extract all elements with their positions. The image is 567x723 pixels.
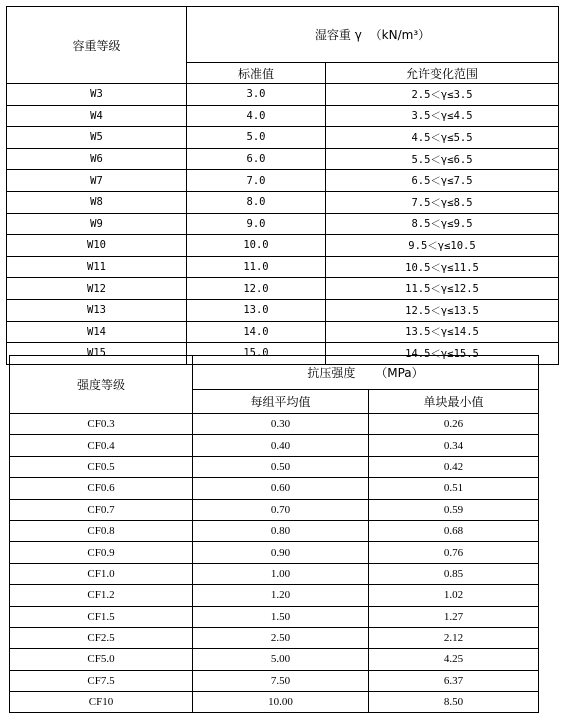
single-minimum-cell: 0.34	[369, 435, 539, 456]
standard-value-cell: 4.0	[187, 105, 326, 127]
single-minimum-cell: 1.27	[369, 606, 539, 627]
strength-grade-cell: CF2.5	[10, 627, 193, 648]
single-minimum-cell: 0.59	[369, 499, 539, 520]
table-row	[7, 105, 559, 127]
table-row	[10, 670, 539, 691]
density-grade-cell: W8	[7, 191, 187, 213]
allowed-range-cell: 7.5＜γ≤8.5	[326, 191, 559, 213]
table-row	[7, 213, 559, 235]
strength-grade-table	[9, 355, 539, 713]
table-row	[7, 191, 559, 213]
allowed-range-cell: 9.5＜γ≤10.5	[326, 235, 559, 257]
standard-value-cell: 6.0	[187, 148, 326, 170]
density-grade-cell: W5	[7, 127, 187, 149]
strength-grade-cell: CF0.7	[10, 499, 193, 520]
table-row	[10, 606, 539, 627]
single-minimum-cell: 0.26	[369, 414, 539, 435]
allowed-range-cell: 6.5＜γ≤7.5	[326, 170, 559, 192]
header-wet-density-label: 湿容重	[314, 28, 351, 42]
single-minimum-cell: 8.50	[369, 692, 539, 713]
strength-grade-cell: CF0.8	[10, 520, 193, 541]
group-average-cell: 7.50	[193, 670, 369, 691]
table-row	[7, 256, 559, 278]
group-average-cell: 0.80	[193, 520, 369, 541]
density-grade-cell: W4	[7, 105, 187, 127]
density-grade-cell: W3	[7, 84, 187, 106]
allowed-range-cell: 5.5＜γ≤6.5	[326, 148, 559, 170]
table-header-row	[7, 7, 559, 63]
density-grade-cell: W11	[7, 256, 187, 278]
group-average-cell: 2.50	[193, 627, 369, 648]
strength-grade-cell: CF0.4	[10, 435, 193, 456]
single-minimum-cell: 0.68	[369, 520, 539, 541]
table-header-row	[10, 356, 539, 390]
strength-grade-cell: CF0.3	[10, 414, 193, 435]
group-average-cell: 1.00	[193, 563, 369, 584]
standard-value-cell: 11.0	[187, 256, 326, 278]
single-minimum-cell: 0.51	[369, 478, 539, 499]
table-row	[10, 627, 539, 648]
allowed-range-cell: 8.5＜γ≤9.5	[326, 213, 559, 235]
group-average-cell: 1.20	[193, 585, 369, 606]
standard-value-cell: 5.0	[187, 127, 326, 149]
group-average-cell: 0.70	[193, 499, 369, 520]
table-row	[10, 692, 539, 713]
allowed-range-cell: 11.5＜γ≤12.5	[326, 278, 559, 300]
strength-grade-cell: CF0.5	[10, 456, 193, 477]
strength-grade-cell: CF1.2	[10, 585, 193, 606]
header-gamma-symbol: γ	[354, 28, 362, 42]
standard-value-cell: 3.0	[187, 84, 326, 106]
allowed-range-cell: 4.5＜γ≤5.5	[326, 127, 559, 149]
single-minimum-cell: 0.85	[369, 563, 539, 584]
header-compressive-strength-label: 抗压强度	[307, 366, 356, 380]
standard-value-cell: 8.0	[187, 191, 326, 213]
density-grade-cell: W12	[7, 278, 187, 300]
strength-grade-cell: CF0.6	[10, 478, 193, 499]
standard-value-cell: 10.0	[187, 235, 326, 257]
header-compressive-strength	[193, 356, 539, 390]
header-density-grade: 容重等级	[7, 7, 187, 84]
allowed-range-cell: 10.5＜γ≤11.5	[326, 256, 559, 278]
header-single-minimum: 单块最小值	[369, 390, 539, 414]
header-density-unit: （kN/m³）	[369, 28, 431, 42]
allowed-range-cell: 14.5＜γ≤15.5	[326, 343, 559, 365]
strength-grade-cell: CF7.5	[10, 670, 193, 691]
strength-grade-cell: CF5.0	[10, 649, 193, 670]
allowed-range-cell: 12.5＜γ≤13.5	[326, 299, 559, 321]
header-group-average: 每组平均值	[193, 390, 369, 414]
group-average-cell: 1.50	[193, 606, 369, 627]
allowed-range-cell: 13.5＜γ≤14.5	[326, 321, 559, 343]
density-grade-cell: W6	[7, 148, 187, 170]
header-wet-density	[187, 7, 559, 63]
density-grade-cell: W7	[7, 170, 187, 192]
single-minimum-cell: 4.25	[369, 649, 539, 670]
density-grade-cell: W15	[7, 343, 187, 365]
table-row	[7, 170, 559, 192]
table-row	[10, 478, 539, 499]
standard-value-cell: 14.0	[187, 321, 326, 343]
table-row	[7, 148, 559, 170]
density-grade-cell: W10	[7, 235, 187, 257]
allowed-range-cell: 3.5＜γ≤4.5	[326, 105, 559, 127]
standard-value-cell: 15.0	[187, 343, 326, 365]
density-grade-cell: W9	[7, 213, 187, 235]
header-strength-unit: （MPa）	[375, 366, 424, 380]
single-minimum-cell: 2.12	[369, 627, 539, 648]
table-row	[7, 84, 559, 106]
table-row	[10, 563, 539, 584]
strength-grade-cell: CF1.0	[10, 563, 193, 584]
table-row	[10, 435, 539, 456]
standard-value-cell: 9.0	[187, 213, 326, 235]
group-average-cell: 10.00	[193, 692, 369, 713]
single-minimum-cell: 0.76	[369, 542, 539, 563]
density-grade-cell: W14	[7, 321, 187, 343]
table-row	[10, 520, 539, 541]
table-row	[7, 127, 559, 149]
allowed-range-cell: 2.5＜γ≤3.5	[326, 84, 559, 106]
strength-grade-cell: CF10	[10, 692, 193, 713]
table-row	[7, 299, 559, 321]
density-grade-cell: W13	[7, 299, 187, 321]
header-strength-grade: 强度等级	[10, 356, 193, 414]
standard-value-cell: 13.0	[187, 299, 326, 321]
strength-grade-cell: CF0.9	[10, 542, 193, 563]
table-row	[7, 235, 559, 257]
group-average-cell: 0.30	[193, 414, 369, 435]
group-average-cell: 0.60	[193, 478, 369, 499]
strength-grade-cell: CF1.5	[10, 606, 193, 627]
standard-value-cell: 12.0	[187, 278, 326, 300]
single-minimum-cell: 0.42	[369, 456, 539, 477]
density-grade-table	[6, 6, 559, 365]
header-standard-value: 标准值	[187, 63, 326, 84]
group-average-cell: 5.00	[193, 649, 369, 670]
table-row	[10, 649, 539, 670]
table-row	[10, 542, 539, 563]
table-row	[10, 414, 539, 435]
group-average-cell: 0.90	[193, 542, 369, 563]
table-row	[10, 456, 539, 477]
table-row	[10, 585, 539, 606]
table-row	[10, 499, 539, 520]
group-average-cell: 0.50	[193, 456, 369, 477]
header-allowed-range: 允许变化范围	[326, 63, 559, 84]
standard-value-cell: 7.0	[187, 170, 326, 192]
single-minimum-cell: 1.02	[369, 585, 539, 606]
table-row	[7, 278, 559, 300]
table-row	[7, 321, 559, 343]
group-average-cell: 0.40	[193, 435, 369, 456]
single-minimum-cell: 6.37	[369, 670, 539, 691]
